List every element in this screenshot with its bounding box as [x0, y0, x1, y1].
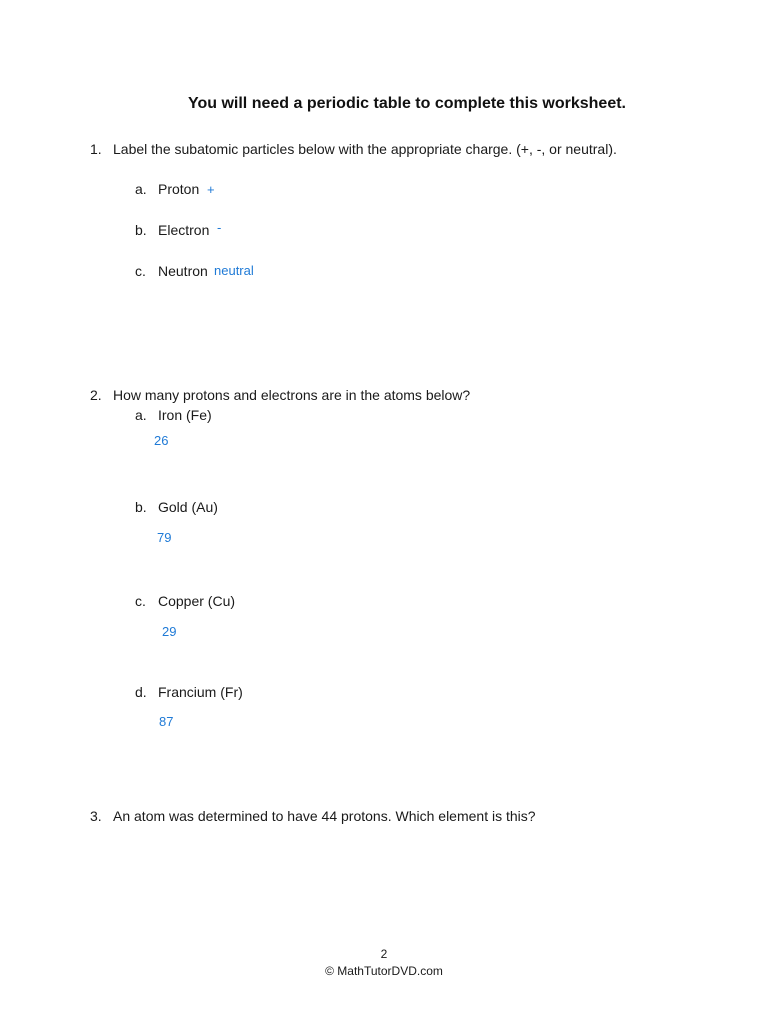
- question-number: 3.: [90, 808, 102, 824]
- item-label: Gold (Au): [158, 499, 218, 515]
- handwritten-answer: -: [217, 220, 222, 235]
- handwritten-answer: +: [207, 182, 215, 197]
- question-text: How many protons and electrons are in the atoms below?: [113, 387, 471, 403]
- item-letter: b.: [135, 222, 147, 238]
- copyright-notice: © MathTutorDVD.com: [325, 964, 443, 978]
- handwritten-answer: 79: [157, 530, 172, 545]
- item-letter: d.: [135, 684, 147, 700]
- item-letter: a.: [135, 407, 147, 423]
- item-label: Francium (Fr): [158, 684, 243, 700]
- question-text: An atom was determined to have 44 protons. Which element is this?: [113, 808, 536, 824]
- item-label: Electron: [158, 222, 210, 238]
- handwritten-answer: 26: [154, 433, 169, 448]
- item-letter: c.: [135, 593, 146, 609]
- handwritten-answer: 29: [162, 624, 177, 639]
- handwritten-answer: 87: [159, 714, 174, 729]
- item-letter: b.: [135, 499, 147, 515]
- item-label: Neutron: [158, 263, 208, 279]
- item-label: Copper (Cu): [158, 593, 236, 609]
- handwritten-answer: neutral: [214, 263, 254, 278]
- item-letter: a.: [135, 181, 147, 197]
- page-title: You will need a periodic table to complete this worksheet.: [187, 95, 626, 112]
- question-text: Label the subatomic particles below with the appropriate charge. (+, -, or neutral).: [113, 141, 617, 157]
- item-label: Proton: [158, 181, 200, 197]
- item-letter: c.: [135, 263, 146, 279]
- page-number: 2: [380, 947, 388, 961]
- question-number: 2.: [90, 387, 102, 403]
- question-number: 1.: [90, 141, 102, 157]
- item-label: Iron (Fe): [158, 407, 212, 423]
